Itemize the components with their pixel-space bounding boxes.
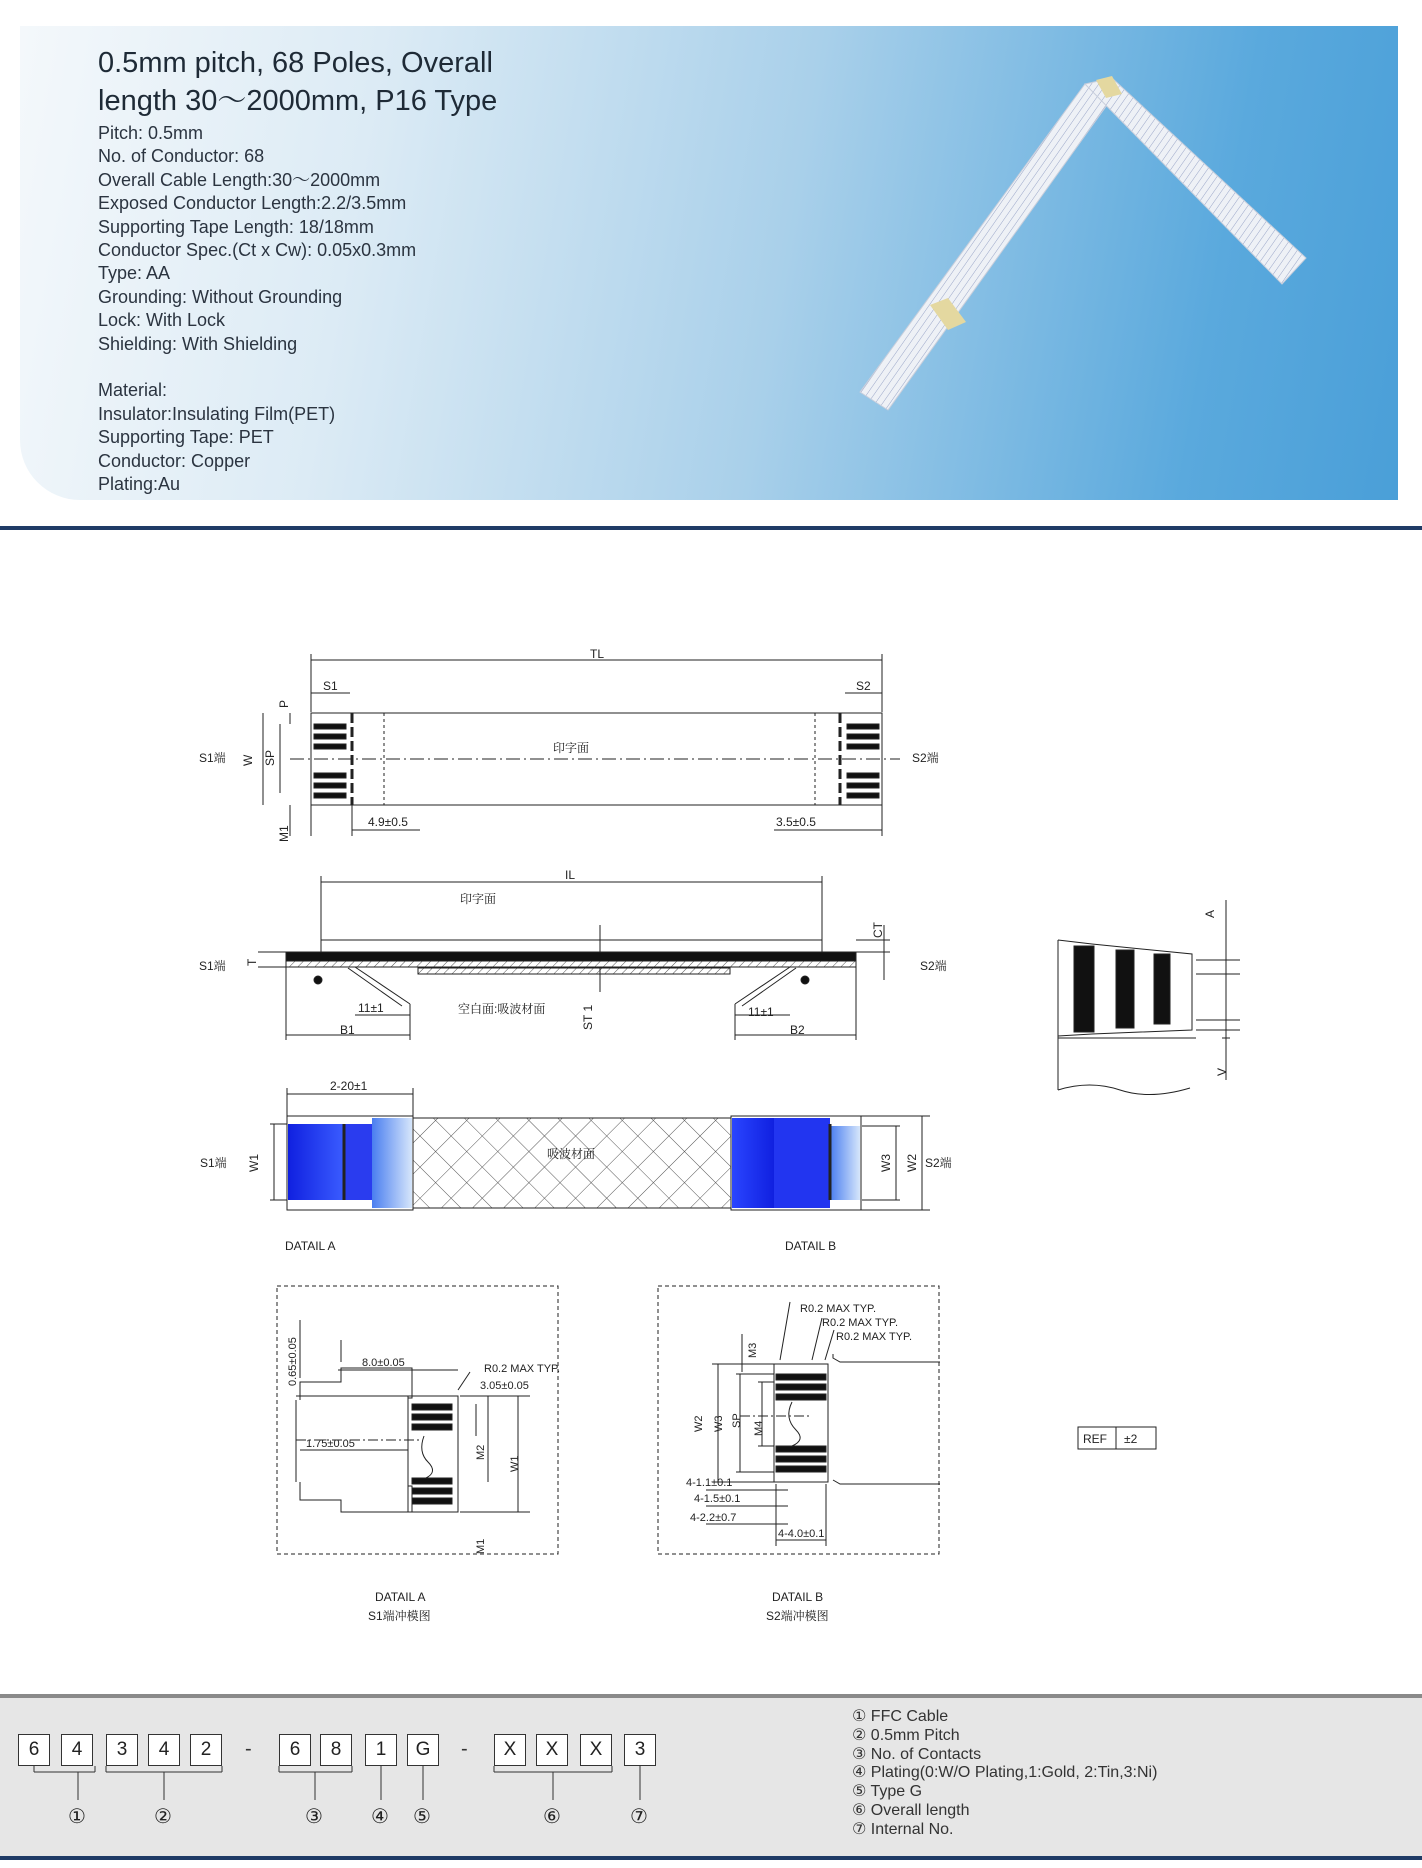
detail-a-caption-1: DATAIL A [375, 1590, 426, 1604]
title-line-1: 0.5mm pitch, 68 Poles, Overall [98, 47, 493, 79]
legend-item: ⑦ Internal No. [852, 1820, 954, 1838]
code-box: 4 [148, 1734, 180, 1766]
ref-box [1078, 1427, 1156, 1449]
legend-item: ⑥ Overall length [852, 1801, 970, 1819]
side-view [258, 876, 890, 1040]
marker-6: ⑥ [543, 1806, 561, 1828]
s2-end-label-3: S2端 [925, 1156, 952, 1170]
code-box: 2 [190, 1734, 222, 1766]
material-item: Plating:Au [98, 474, 181, 495]
w1-label: W1 [247, 1154, 261, 1172]
spec-item: Shielding: With Shielding [98, 333, 298, 354]
detail-a-caption-2: S1端冲模图 [368, 1609, 431, 1623]
detail-b-labels [686, 1303, 912, 1623]
legend-item: ③ No. of Contacts [852, 1745, 982, 1763]
dim-0-65: 0.65±0.05 [287, 1337, 299, 1386]
code-box: 6 [279, 1734, 311, 1766]
t-label: T [245, 958, 259, 966]
footer-divider [0, 1856, 1422, 1860]
code-box: 1 [365, 1734, 397, 1766]
spec-item: Overall Cable Length:30～2000mm [98, 169, 381, 190]
code-box: 3 [624, 1734, 656, 1766]
m2-label: M2 [475, 1444, 487, 1460]
a-label: A [1203, 909, 1217, 918]
spec-item: Conductor Spec.(Ct x Cw): 0.05x0.3mm [98, 240, 417, 261]
tl-label: TL [590, 647, 605, 661]
marker-1: ① [68, 1806, 86, 1828]
il-label: IL [565, 868, 576, 882]
code-box: 6 [18, 1734, 50, 1766]
w2-label-b: W2 [693, 1415, 705, 1432]
detail-a-caption: DATAIL A [285, 1239, 336, 1253]
material-item: Conductor: Copper [98, 450, 251, 471]
detail-b-caption: DATAIL B [785, 1239, 837, 1253]
dim-3-05: 3.05±0.05 [480, 1380, 529, 1392]
legend-item: ⑤ Type G [852, 1783, 923, 1801]
detail-a-drawing [277, 1286, 561, 1554]
dim-8-0: 8.0±0.05 [362, 1357, 405, 1369]
w-label: W [241, 754, 255, 766]
code-box: 3 [106, 1734, 138, 1766]
absorber-label: 吸波材面 [547, 1147, 596, 1161]
r02-label-a: R0.2 MAX TYP. [484, 1363, 561, 1375]
w1-label-a: W1 [509, 1455, 521, 1472]
m1-label-a: M1 [475, 1538, 487, 1554]
material-item: Insulator:Insulating Film(PET) [98, 403, 336, 424]
title-line-2: length 30～2000mm, P16 Type [98, 85, 498, 117]
dim-4-9: 4.9±0.5 [368, 815, 408, 829]
detail-b-caption-1: DATAIL B [772, 1590, 824, 1604]
legend-item: ④ Plating(0:W/O Plating,1:Gold, 2:Tin,3:Ni) [852, 1764, 1158, 1782]
marker-3: ③ [305, 1806, 323, 1828]
sp-label-b: SP [731, 1413, 743, 1428]
ref-value: ±2 [1124, 1432, 1138, 1446]
dim-4-1-1: 4-1.1±0.1 [686, 1477, 733, 1489]
print-face-label-2: 印字面 [460, 892, 497, 906]
spec-item: Exposed Conductor Length:2.2/3.5mm [98, 193, 407, 214]
s1-label: S1 [323, 679, 338, 693]
spec-item: Lock: With Lock [98, 310, 226, 331]
code-box: X [580, 1734, 612, 1766]
code-box: X [536, 1734, 568, 1766]
code-dash: - [245, 1738, 252, 1760]
ct-label: CT [871, 922, 885, 938]
st1-label: ST 1 [581, 1004, 595, 1030]
w2-label: W2 [905, 1154, 919, 1172]
b1-label: B1 [340, 1023, 355, 1037]
s1-end-label: S1端 [199, 751, 226, 765]
sp-label: SP [263, 749, 277, 766]
s1-end-label-3: S1端 [200, 1156, 227, 1170]
spec-item: Supporting Tape Length: 18/18mm [98, 216, 374, 237]
material-item: Supporting Tape: PET [98, 427, 274, 448]
s2-end-label: S2端 [912, 751, 939, 765]
legend-item: ② 0.5mm Pitch [852, 1726, 960, 1744]
spec-item: Grounding: Without Grounding [98, 286, 343, 307]
ref-label: REF [1083, 1432, 1107, 1446]
code-box: X [494, 1734, 526, 1766]
marker-5: ⑤ [413, 1806, 431, 1828]
b2-label: B2 [790, 1023, 805, 1037]
s2-end-label-2: S2端 [920, 959, 947, 973]
v-label: V [1215, 1067, 1229, 1076]
r02-label-b1: R0.2 MAX TYP. [800, 1303, 877, 1315]
material-item: Material: [98, 380, 168, 401]
m4-label: M4 [753, 1420, 765, 1436]
code-box: 8 [320, 1734, 352, 1766]
r02-label-b3: R0.2 MAX TYP. [836, 1331, 913, 1343]
print-face-label: 印字面 [553, 741, 590, 755]
side-detail-labels [1203, 910, 1229, 1076]
top-view-labels [199, 647, 939, 842]
m1-label: M1 [277, 825, 291, 842]
bottom-view [270, 1088, 930, 1210]
marker-4: ④ [371, 1806, 389, 1828]
w3-label-b: W3 [713, 1415, 725, 1432]
dim-3-5: 3.5±0.5 [776, 815, 816, 829]
spec-item: Type: AA [98, 263, 171, 284]
detail-b-caption-2: S2端冲模图 [766, 1609, 829, 1623]
spec-item: Pitch: 0.5mm [98, 123, 204, 143]
code-legend [852, 1708, 1157, 1840]
code-box: 4 [61, 1734, 93, 1766]
p-label: P [277, 699, 291, 708]
code-box: G [407, 1734, 439, 1766]
code-dash: - [461, 1738, 468, 1760]
spec-item: No. of Conductor: 68 [98, 146, 265, 167]
dim-11-right: 11±1 [748, 1005, 774, 1019]
dim-4-1-5: 4-1.5±0.1 [694, 1493, 741, 1505]
side-detail [1058, 900, 1240, 1095]
blank-face-label: 空白面:吸波材面 [458, 1002, 546, 1016]
m3-label: M3 [747, 1342, 759, 1358]
dim-11-left: 11±1 [358, 1001, 384, 1015]
s2-label: S2 [856, 679, 871, 693]
marker-7: ⑦ [630, 1806, 648, 1828]
dim-2-20: 2-20±1 [330, 1079, 368, 1093]
w3-label: W3 [879, 1154, 893, 1172]
dim-1-75: 1.75±0.05 [306, 1438, 355, 1450]
s1-end-label-2: S1端 [199, 959, 226, 973]
part-number-panel [0, 1694, 1422, 1858]
dim-4-2-2: 4-2.2±0.7 [690, 1512, 737, 1524]
dim-4-4-0: 4-4.0±0.1 [778, 1528, 825, 1540]
r02-label-b2: R0.2 MAX TYP. [822, 1317, 899, 1329]
marker-2: ② [154, 1806, 172, 1828]
legend-item: ① FFC Cable [852, 1708, 949, 1725]
